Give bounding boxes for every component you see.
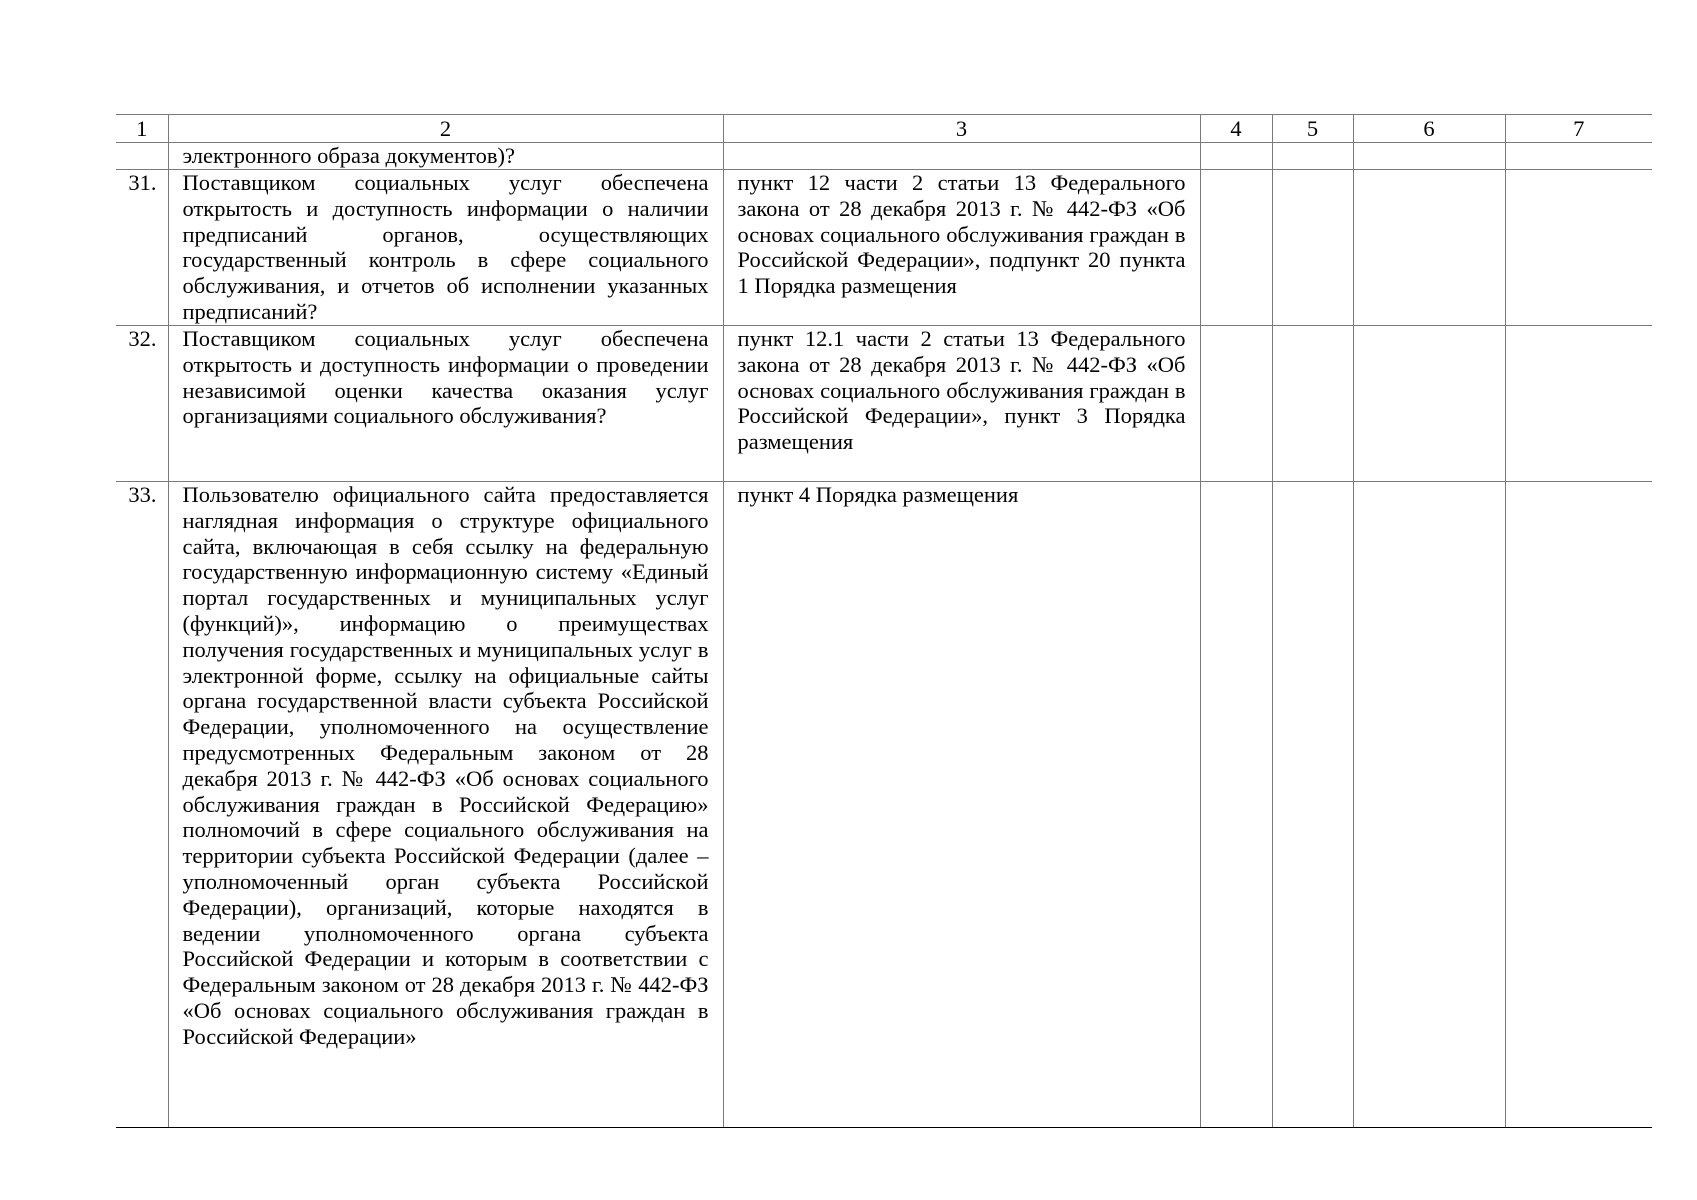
legal-reference: пункт 12.1 части 2 статьи 13 Федерального закона от 28 декабря 2013 г. № 442-ФЗ «Об основах социального обслуживания граждан в Российской Федерации», пункт 3 Порядка размещения xyxy=(723,326,1200,482)
header-col-5: 5 xyxy=(1272,115,1353,143)
header-col-2: 2 xyxy=(168,115,723,143)
header-col-6: 6 xyxy=(1353,115,1505,143)
row-number: 33. xyxy=(116,482,168,1128)
table-row xyxy=(116,143,1652,170)
cell-col-5 xyxy=(1272,482,1353,1128)
legal-reference: пункт 12 части 2 статьи 13 Федерального закона от 28 декабря 2013 г. № 442-ФЗ «Об основах социального обслуживания граждан в Российской Федерации», подпункт 20 пункта 1 Порядка размещения xyxy=(723,170,1200,326)
cell-col-7 xyxy=(1505,170,1652,326)
row-number: 31. xyxy=(116,170,168,326)
header-col-3: 3 xyxy=(723,115,1200,143)
cell-col-6 xyxy=(1353,326,1505,482)
cell-col-5 xyxy=(1272,170,1353,326)
cell-col-6 xyxy=(1353,482,1505,1128)
legal-reference: пункт 4 Порядка размещения xyxy=(723,482,1200,1128)
cell-col-7 xyxy=(1505,482,1652,1128)
table-row xyxy=(116,326,1652,482)
cell-col-7 xyxy=(1505,143,1652,170)
cell-col-4 xyxy=(1200,482,1272,1128)
question-text: Пользователю официального сайта предоставляется наглядная информация о структуре официального сайта, включающая в себя ссылку на федеральную государственную информационную систему «Единый портал государственных и муниципальных услуг (функций)», информацию о преимуществах получения государственных и муниципальных услуг в электронной форме, ссылку на официальные сайты органа государственной власти субъекта Российской Федерации, уполномоченного на осуществление предусмотренных Федеральным законом от 28 декабря 2013 г. № 442-ФЗ «Об основах социального обслуживания граждан в Российской Федерацию» полномочий в сфере социального обслуживания на территории субъекта Российской Федерации (далее – уполномоченный орган субъекта Российской Федерации), организаций, которые находятся в ведении уполномоченного органа субъекта Российской Федерации и которым в соответствии с Федеральным законом от 28 декабря 2013 г. № 442-ФЗ «Об основах социального обслуживания граждан в Российской Федерации» xyxy=(168,482,723,1128)
row-number xyxy=(116,143,168,170)
checklist-table xyxy=(116,114,1652,1128)
cell-col-6 xyxy=(1353,143,1505,170)
header-col-1: 1 xyxy=(116,115,168,143)
cell-col-4 xyxy=(1200,170,1272,326)
table-header-row xyxy=(116,115,1652,143)
cell-col-7 xyxy=(1505,326,1652,482)
cell-col-4 xyxy=(1200,143,1272,170)
question-text: электронного образа документов)? xyxy=(168,143,723,170)
table-row xyxy=(116,170,1652,326)
cell-col-5 xyxy=(1272,326,1353,482)
cell-col-4 xyxy=(1200,326,1272,482)
row-number: 32. xyxy=(116,326,168,482)
table-row xyxy=(116,482,1652,1128)
cell-col-5 xyxy=(1272,143,1353,170)
cell-col-6 xyxy=(1353,170,1505,326)
header-col-7: 7 xyxy=(1505,115,1652,143)
header-col-4: 4 xyxy=(1200,115,1272,143)
question-text: Поставщиком социальных услуг обеспечена открытость и доступность информации о наличии предписаний органов, осуществляющих государственный контроль в сфере социального обслуживания, и отчетов об исполнении указанных предписаний? xyxy=(168,170,723,326)
legal-reference xyxy=(723,143,1200,170)
question-text: Поставщиком социальных услуг обеспечена открытость и доступность информации о проведении независимой оценки качества оказания услуг организациями социального обслуживания? xyxy=(168,326,723,482)
